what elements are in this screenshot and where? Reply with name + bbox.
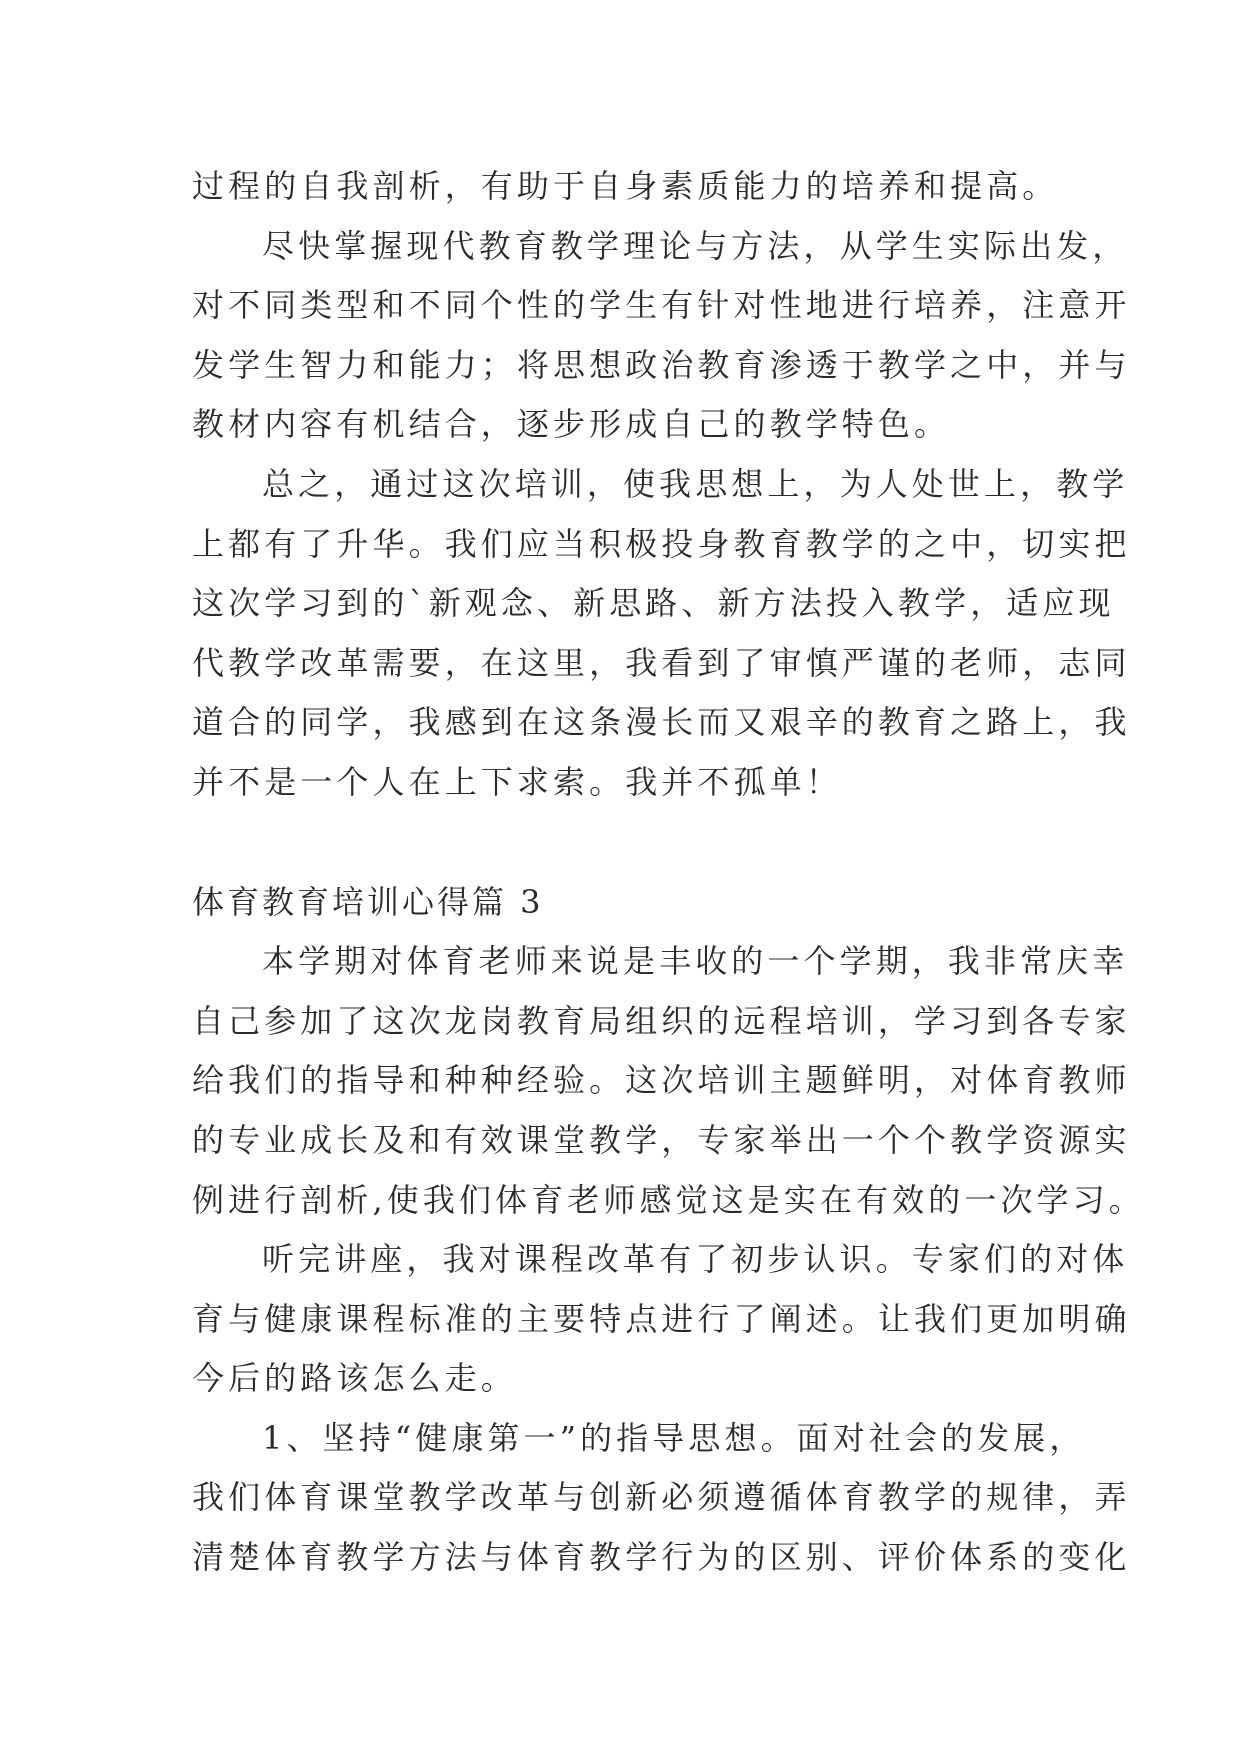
paragraph-line: 并不是一个人在上下求索。我并不孤单！ (192, 762, 842, 801)
paragraph-line: 过程的自我剖析，有助于自身素质能力的培养和提高。 (192, 167, 1059, 205)
paragraph-line: 道合的同学，我感到在这条漫长而又艰辛的教育之路上，我 (192, 703, 1131, 742)
paragraph-line: 听完讲座，我对课程改革有了初步认识。专家们的对体 (262, 1240, 1129, 1279)
paragraph-line: 发学生智力和能力；将思想政治教育渗透于教学之中，并与 (192, 345, 1131, 384)
paragraph-line: 清楚体育教学方法与体育教学行为的区别、评价体系的变化 (192, 1538, 1131, 1577)
paragraph-line: 教材内容有机结合，逐步形成自己的教学特色。 (192, 405, 951, 444)
paragraph-line: 1、坚持“健康第一”的指导思想。面对社会的发展， (262, 1418, 1086, 1457)
paragraph-line: 本学期对体育老师来说是丰收的一个学期，我非常庆幸 (262, 942, 1129, 981)
paragraph-line: 育与健康课程标准的主要特点进行了阐述。让我们更加明确 (192, 1299, 1131, 1338)
section-heading: 体育教育培训心得篇 3 (192, 882, 544, 921)
paragraph-line: 给我们的指导和种种经验。这次培训主题鲜明，对体育教师 (192, 1061, 1131, 1100)
paragraph-line: 这次学习到的`新观念、新思路、新方法投入教学，适应现 (192, 584, 1115, 623)
paragraph-line: 总之，通过这次培训，使我思想上，为人处世上，教学 (262, 464, 1129, 503)
paragraph-line: 我们体育课堂教学改革与创新必须遵循体育教学的规律，弄 (192, 1478, 1131, 1517)
paragraph-line: 上都有了升华。我们应当积极投身教育教学的之中，切实把 (192, 524, 1131, 563)
paragraph-line: 对不同类型和不同个性的学生有针对性地进行培养，注意开 (192, 286, 1131, 325)
document-body (192, 157, 1145, 1588)
paragraph-line: 例进行剖析,使我们体育老师感觉这是实在有效的一次学习。 (192, 1180, 1145, 1219)
paragraph-line: 的专业成长及和有效课堂教学，专家举出一个个教学资源实 (192, 1120, 1131, 1159)
paragraph-line: 今后的路该怎么走。 (192, 1359, 517, 1398)
paragraph-line: 自己参加了这次龙岗教育局组织的远程培训，学习到各专家 (192, 1001, 1131, 1040)
paragraph-line: 尽快掌握现代教育教学理论与方法，从学生实际出发， (262, 226, 1129, 265)
paragraph-line: 代教学改革需要，在这里，我看到了审慎严谨的老师，志同 (192, 643, 1131, 682)
